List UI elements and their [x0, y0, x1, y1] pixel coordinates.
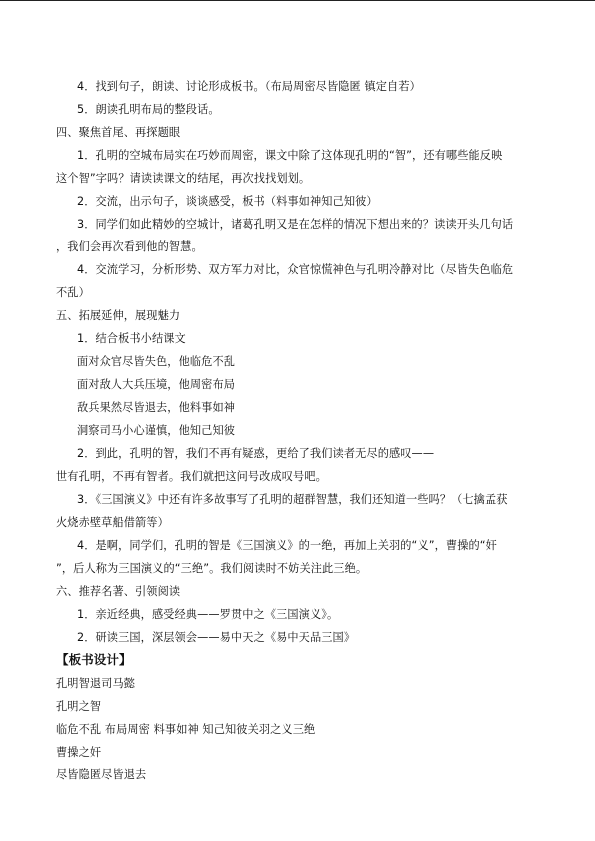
top-rule: [0, 0, 595, 1]
text-line: 1．孔明的空城布局实在巧妙而周密，课文中除了这体现孔明的“智”，还有哪些能反映: [77, 149, 503, 162]
text-line: ，我们会再次看到他的智慧。: [56, 240, 203, 253]
text-line: 面对众官尽皆失色，他临危不乱: [77, 355, 236, 368]
section-heading: 六、推荐名著、引领阅读: [56, 585, 181, 598]
text-line: 2．交流，出示句子，谈谈感受，板书（料事如神知己知彼）: [77, 195, 378, 208]
board-line: 孔明智退司马懿: [56, 677, 136, 690]
text-line: 3．《三国演义》中还有许多故事写了孔明的超群智慧，我们还知道一些吗？（七擒孟获: [77, 493, 508, 506]
text-line: 这个智”字吗？请读读课文的结尾，再次找找划划。: [56, 172, 311, 185]
text-line: 世有孔明，不再有智者。我们就把这问号改成叹号吧。: [56, 470, 327, 483]
text-line: 5．朗读孔明布局的整段话。: [77, 103, 220, 116]
text-line: 2．到此，孔明的智，我们不再有疑惑，更给了我们读者无尽的感叹——: [77, 447, 435, 460]
board-line: 临危不乱 布局周密 料事如神 知己知彼关羽之义三绝: [56, 723, 316, 736]
text-line: 4．交流学习，分析形势、双方军力对比，众官惊慌神色与孔明冷静对比（尽皆失色临危: [77, 263, 514, 276]
section-heading: 五、拓展延伸，展现魅力: [56, 309, 181, 322]
text-line: 2．研读三国，深层领会——易中天之《易中天品三国》: [77, 631, 356, 644]
text-line: 1．亲近经典，感受经典——罗贯中之《三国演义》。: [77, 608, 339, 621]
text-line: 3．同学们如此精妙的空城计，诸葛孔明又是在怎样的情况下想出来的？读读开头几句话: [77, 218, 514, 231]
text-line: 面对敌人大兵压境，他周密布局: [77, 378, 236, 391]
text-line: 敌兵果然尽皆退去，他料事如神: [77, 401, 236, 414]
text-line: 4．找到句子，朗读、讨论形成板书。（布局周密尽皆隐匿 镇定自若）: [77, 80, 421, 93]
text-line: 火烧赤壁草船借箭等）: [56, 516, 169, 529]
board-line: 曹操之奸: [56, 746, 102, 759]
section-heading: 四、聚焦首尾、再探题眼: [56, 126, 181, 139]
text-line: 4．是啊，同学们，孔明的智是《三国演义》的一绝，再加上关羽的“义”，曹操的“奸: [77, 539, 497, 552]
text-line: 不乱）: [56, 286, 90, 299]
text-line: ”，后人称为三国演义的“三绝”。我们阅读时不妨关注此三绝。: [56, 562, 368, 575]
text-line: 1．结合板书小结课文: [77, 332, 186, 345]
board-design-heading: 【板书设计】: [56, 652, 132, 667]
board-line: 尽皆隐匿尽皆退去: [56, 768, 147, 781]
text-line: 洞察司马小心谨慎，他知己知彼: [77, 424, 236, 437]
board-line: 孔明之智: [56, 700, 102, 713]
